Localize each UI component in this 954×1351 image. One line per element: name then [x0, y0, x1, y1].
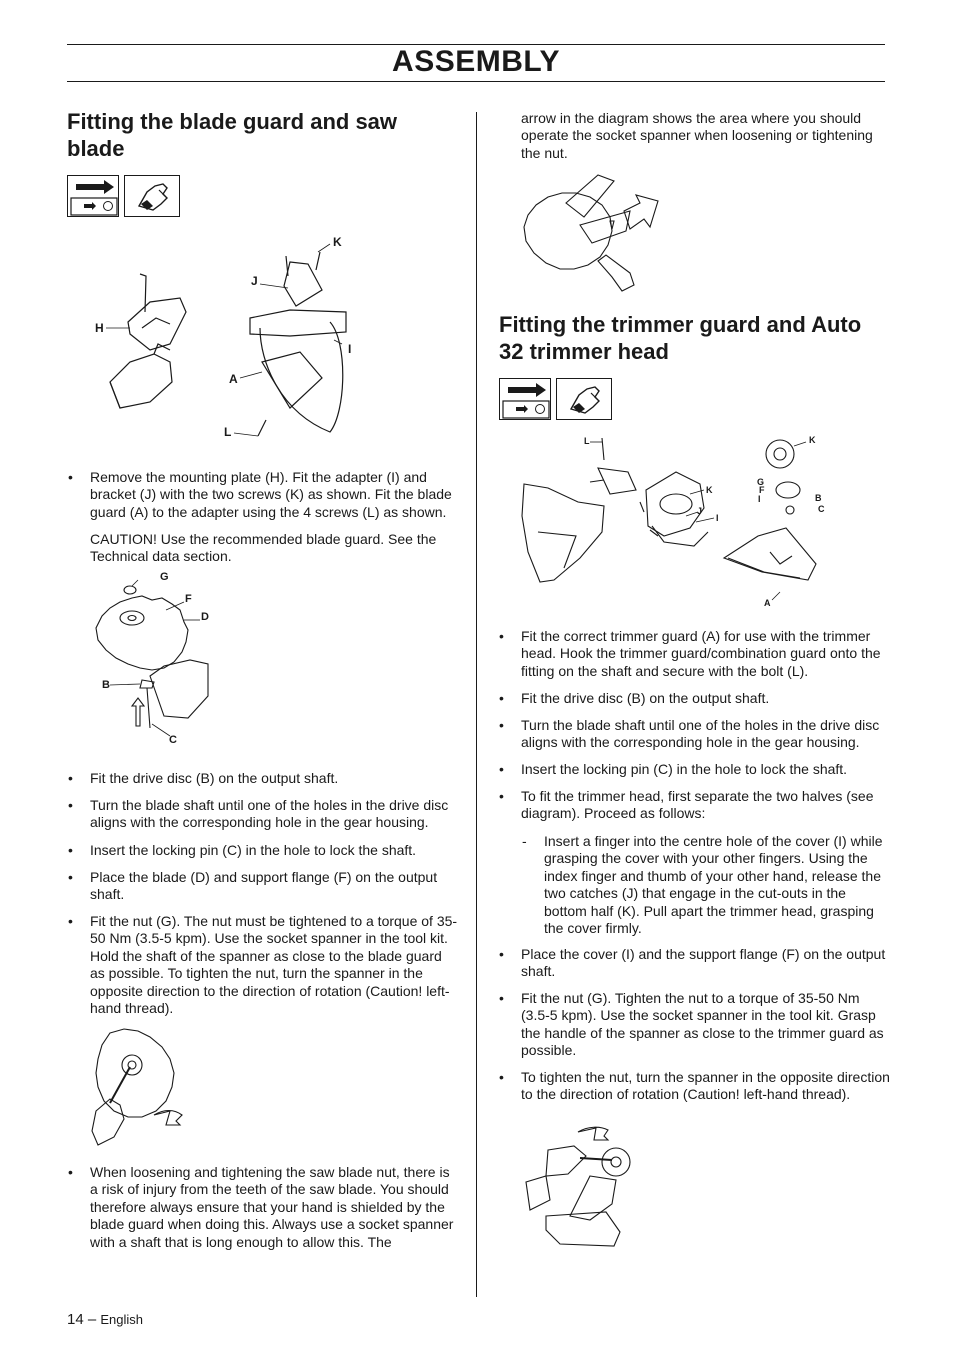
list-item-text: Fit the drive disc (B) on the output shaft. — [90, 770, 339, 786]
saw-blade-parts-illustration — [92, 570, 222, 750]
list-item — [68, 842, 460, 859]
list-item-text: Turn the blade shaft until one of the holes in the drive disc aligns with the corresponding hole in the gear housing. — [90, 797, 449, 831]
tool-icon-glove — [556, 378, 612, 420]
fig5-label-i2: I — [758, 494, 761, 504]
list-item — [68, 913, 460, 1017]
list-item-text: Place the cover (I) and the support flange (F) on the output shaft. — [521, 946, 886, 980]
bullet-dot: • — [499, 761, 504, 777]
bullet-dot: • — [68, 469, 73, 485]
page-number: 14 – — [67, 1311, 97, 1328]
dash-marker: - — [522, 833, 527, 849]
figure-spanner-area — [518, 165, 668, 295]
fig1-label-a: A — [229, 372, 238, 386]
trimmer-nut-tighten-illustration — [520, 1120, 640, 1250]
fig1-label-h: H — [95, 321, 104, 335]
trimmer-head-assembly-illustration — [518, 432, 830, 612]
fig1-label-k: K — [333, 235, 342, 249]
list-item — [68, 469, 460, 521]
bullet-dot: • — [499, 628, 504, 644]
list-item-text: To fit the trimmer head, first separate the two halves (see diagram). Proceed as follows: — [521, 788, 874, 822]
fig5-label-a: A — [764, 598, 771, 608]
column-divider — [476, 112, 477, 1297]
bullet-dot: • — [68, 842, 73, 858]
list-item-text: Fit the correct trimmer guard (A) for use with the trimmer head. Hook the trimmer guard/combination guard onto the fitting on the shaft and secure with the bolt (L). — [521, 628, 881, 679]
list-item-text: Fit the nut (G). Tighten the nut to a torque of 35-50 Nm (3.5-5 kpm). Use the socket spanner in the tool kit. Grasp the handle of the spanner as close to the trimmer guard as possible. — [521, 990, 884, 1059]
arrow-icon — [500, 379, 552, 421]
fig5-label-c: C — [818, 504, 825, 514]
bullet-dot: • — [68, 913, 73, 929]
fig2-label-d: D — [201, 611, 209, 623]
fig5-label-k: K — [706, 485, 713, 495]
tool-icon-glove — [124, 175, 180, 217]
list-item — [499, 761, 891, 778]
bullet-dot: • — [68, 1164, 73, 1180]
list-item — [499, 946, 891, 981]
list-item-text: Fit the nut (G). The nut must be tightened to a torque of 35-50 Nm (3.5-5 kpm). Use the socket spanner in the tool kit. Hold the shaft of the spanner as close to the blade guard as possible. To tighten the nut, turn the spanner in the opposite direction to the direction of rotation (Caution! left-hand thread). — [90, 913, 458, 1017]
list-item-text: Fit the drive disc (B) on the output shaft. — [521, 690, 770, 706]
list-item — [499, 690, 891, 707]
list-item — [499, 788, 891, 823]
list-item — [499, 990, 891, 1060]
sub-list-item-text: Insert a finger into the centre hole of the cover (I) while grasping the cover with your other fingers. Using the index finger and thumb of your other hand, release the two catches (J) that engage in the cut-outs in the bottom half (K). Pull apart the trimmer head, grasping the cover firmly. — [544, 833, 883, 937]
list-item — [499, 717, 891, 752]
fig5-label-b: B — [815, 493, 822, 503]
section-heading-trimmer-guard: Fitting the trimmer guard and Auto 32 trimmer head — [499, 312, 862, 364]
list-item — [499, 1069, 891, 1104]
spanner-area-illustration — [518, 165, 668, 295]
fig5-label-g: G — [757, 477, 765, 487]
fig1-label-l: L — [224, 425, 232, 439]
fig5-label-j: J — [697, 506, 703, 516]
tighten-nut-illustration — [90, 1025, 190, 1150]
bullet-dot: • — [499, 990, 504, 1006]
fig1-label-j: J — [251, 274, 258, 288]
fig2-label-b: B — [102, 679, 110, 691]
section-heading-blade-guard: Fitting the blade guard and saw blade — [67, 109, 398, 161]
list-item — [68, 797, 460, 832]
fig1-label-i: I — [348, 342, 352, 356]
glove-icon — [557, 379, 613, 421]
fig2-label-f: F — [185, 593, 192, 605]
page-title: ASSEMBLY — [392, 45, 560, 78]
list-item-text: Remove the mounting plate (H). Fit the adapter (I) and bracket (J) with the two screws (K) as shown. Fit the blade guard (A) to the adapter using the 4 screws (L) as shown. — [90, 469, 452, 520]
blade-guard-assembly-illustration — [90, 232, 370, 457]
list-item-text: To tighten the nut, turn the spanner in the opposite direction to the direction of rotation (Caution! left-hand thread). — [521, 1069, 890, 1103]
list-item — [68, 770, 460, 787]
figure-trimmer-head-assembly — [518, 432, 830, 612]
fig5-label-k2: K — [809, 435, 816, 445]
bullet-dot: • — [499, 788, 504, 804]
page-footer — [67, 1311, 143, 1328]
arrow-icon — [68, 176, 120, 218]
figure-tighten-nut — [90, 1025, 190, 1150]
bullet-dot: • — [499, 1069, 504, 1085]
figure-blade-guard-assembly — [90, 232, 370, 457]
continuation-paragraph: arrow in the diagram shows the area where you should operate the socket spanner when loosening or tightening the nut. — [521, 110, 873, 161]
caution-note: CAUTION! Use the recommended blade guard. See the Technical data section. — [90, 531, 437, 565]
figure-saw-blade-parts — [92, 570, 222, 750]
fig2-label-g: G — [160, 571, 169, 583]
bullet-dot: • — [68, 869, 73, 885]
list-item — [499, 628, 891, 680]
bullet-dot: • — [499, 717, 504, 733]
header-rule-bottom — [67, 81, 885, 82]
list-item-text: Turn the blade shaft until one of the holes in the drive disc aligns with the corresponding hole in the gear housing. — [521, 717, 880, 751]
list-item-text: Insert the locking pin (C) in the hole to lock the shaft. — [521, 761, 848, 777]
fig5-label-f: F — [759, 485, 765, 495]
glove-icon — [125, 176, 181, 218]
list-item-text: Place the blade (D) and support flange (F) on the output shaft. — [90, 869, 438, 903]
figure-trimmer-nut-tighten — [520, 1120, 640, 1250]
bullet-dot: • — [68, 770, 73, 786]
bullet-dot: • — [499, 946, 504, 962]
bullet-dot: • — [499, 690, 504, 706]
bullet-dot: • — [68, 797, 73, 813]
fig2-label-c: C — [169, 734, 177, 746]
list-item — [68, 869, 460, 904]
tool-icon-arrow — [499, 378, 551, 420]
fig5-label-i: I — [716, 513, 719, 523]
list-item-text: Insert the locking pin (C) in the hole to lock the shaft. — [90, 842, 417, 858]
footer-language: English — [100, 1312, 144, 1327]
list-item — [68, 1164, 460, 1251]
fig5-label-l: L — [584, 436, 590, 446]
tool-icon-arrow — [67, 175, 119, 217]
sub-list-item — [522, 833, 889, 937]
list-item-text: When loosening and tightening the saw blade nut, there is a risk of injury from the teeth of the saw blade. You should therefore always ensure that your hand is shielded by the blade guard when doing this. Always use a socket spanner with a shaft that is long enough to allow this. The — [90, 1164, 454, 1250]
